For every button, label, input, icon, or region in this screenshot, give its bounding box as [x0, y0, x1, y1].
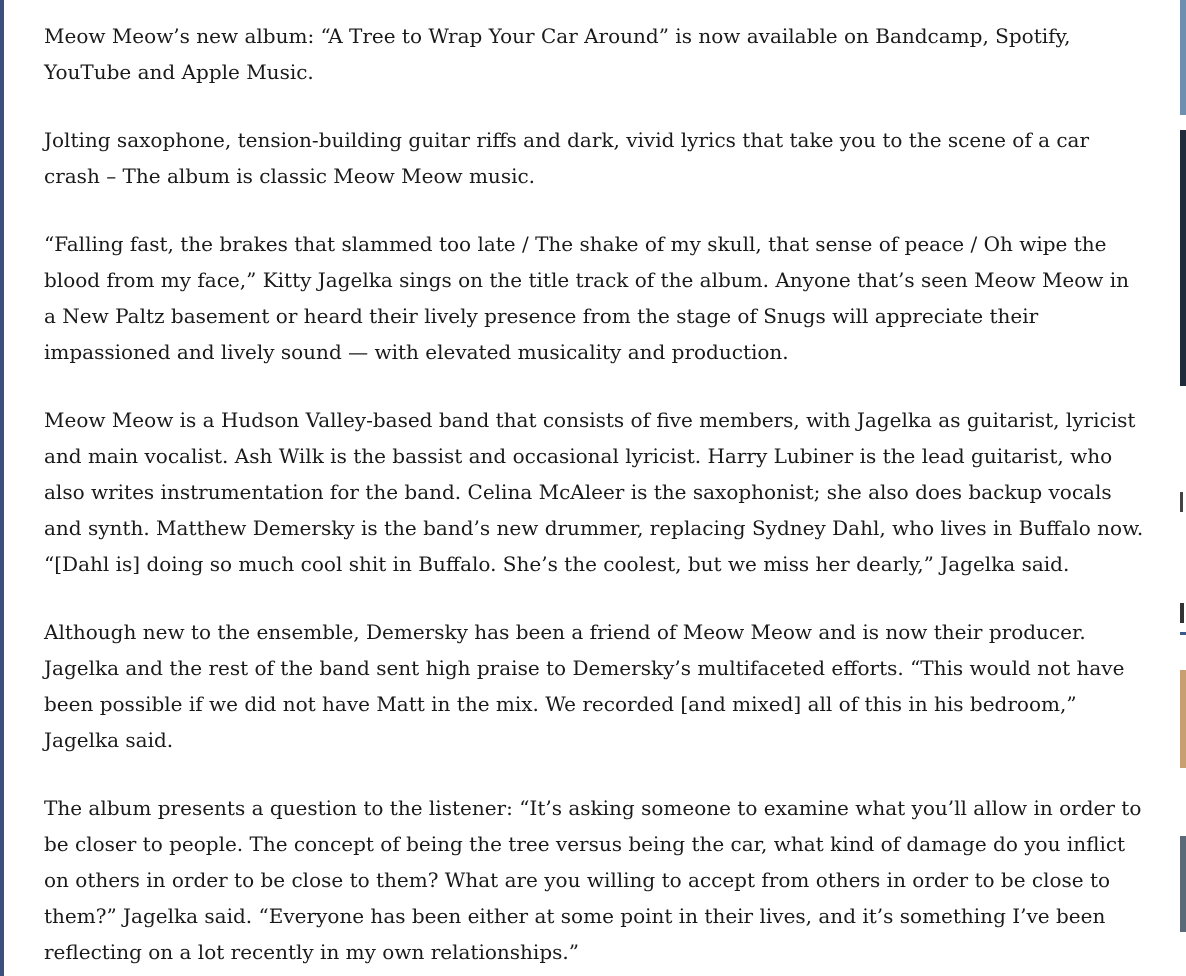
sidebar-edge-clipped	[1180, 0, 1186, 976]
article-body	[44, 18, 1144, 976]
sidebar-divider	[1180, 632, 1186, 635]
sidebar-thumbnail-2[interactable]	[1180, 130, 1186, 386]
sidebar-text-fragment-1	[1180, 492, 1183, 512]
sidebar-thumbnail-3[interactable]	[1180, 670, 1186, 768]
article-paragraph-4: Meow Meow is a Hudson Valley-based band that consists of five members, with Jagelka as guitarist, lyricist and main vocalist. Ash Wilk is the bassist and occasional lyricist. Harry Lubiner is the lead guitarist, who also writes instrumentation for the band. Celina McAleer is the saxophonist; she also does backup vocals and synth. Matthew Demersky is the band’s new drummer, replacing Sydney Dahl, who lives in Buffalo now. “[Dahl is] doing so much cool shit in Buffalo. She’s the coolest, but we miss her dearly,” Jagelka said.	[44, 408, 1144, 576]
article-paragraph-5: Although new to the ensemble, Demersky has been a friend of Meow Meow and is now their producer. Jagelka and the rest of the band sent high praise to Demersky’s multifaceted efforts. “This would not have been possible if we did not have Matt in the mix. We recorded [and mixed] all of this in his bedroom,” Jagelka said.	[44, 620, 1125, 752]
article-paragraph-2: Jolting saxophone, tension-building guitar riffs and dark, vivid lyrics that take you to the scene of a car crash – The album is classic Meow Meow music.	[44, 128, 1090, 188]
article-paragraph-3: “Falling fast, the brakes that slammed too late / The shake of my skull, that sense of peace / Oh wipe the blood from my face,” Kitty Jagelka sings on the title track of the album. Anyone that’s seen Meow Meow in a New Paltz basement or heard their lively presence from the stage of Snugs will appreciate their impassioned and lively sound — with elevated musicality and production.	[44, 232, 1130, 364]
article-paragraph-6: The album presents a question to the listener: “It’s asking someone to examine what you’ll allow in order to be closer to people. The concept of being the tree versus being the car, what kind of damage do you inflict on others in order to be close to them? What are you willing to accept from others in order to be close to them?” Jagelka said. “Everyone has been either at some point in their lives, and it’s something I’ve been reflecting on a lot recently in my own relationships.”	[44, 796, 1142, 964]
article-paragraph-1: Meow Meow’s new album: “A Tree to Wrap Your Car Around” is now available on Bandcamp, Spotify, YouTube and Apple Music.	[44, 24, 1071, 84]
sidebar-thumbnail-1[interactable]	[1180, 0, 1186, 115]
sidebar-text-fragment-2	[1180, 603, 1184, 623]
page-left-border	[0, 0, 4, 976]
sidebar-thumbnail-4[interactable]	[1180, 836, 1186, 932]
